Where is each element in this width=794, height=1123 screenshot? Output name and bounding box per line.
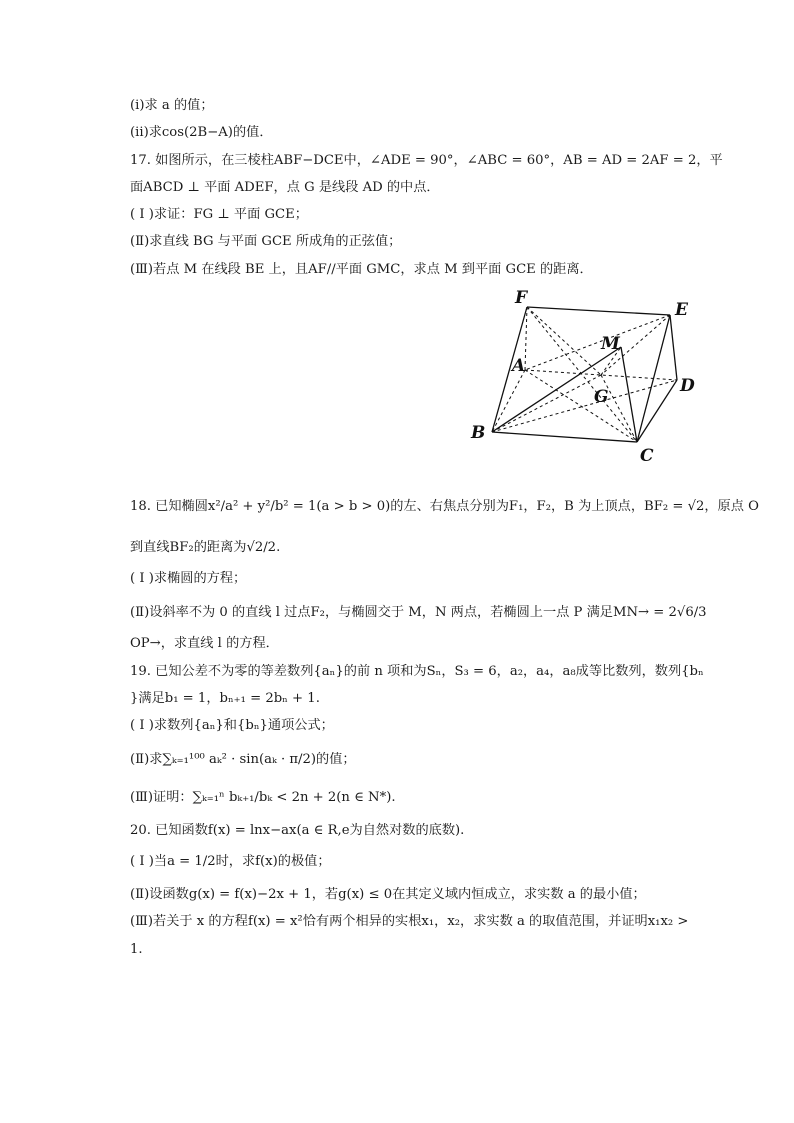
q19-part-2: (Ⅱ)求∑ₖ₌₁¹⁰⁰ aₖ² · sin(aₖ · π/2)的值； <box>130 752 356 767</box>
q18-stem-1: 18. 已知椭圆x²/a² + y²/b² = 1(a > b > 0)的左、右焦点分别为F₁，F₂，B 为上顶点，BF₂ = √2，原点 O <box>130 499 759 514</box>
q18-stem-2: 到直线BF₂的距离为√2/2. <box>130 540 281 555</box>
label-F: F <box>515 288 528 308</box>
q20-part-1: ( Ⅰ )当a = 1/2时，求f(x)的极值； <box>130 854 331 869</box>
line-ii: (ii)求cos(2B−A)的值． <box>130 125 273 140</box>
label-B: B <box>471 423 486 443</box>
q19-part-1: ( Ⅰ )求数列{aₙ}和{bₙ}通项公式； <box>130 718 334 733</box>
prism-figure <box>465 285 705 470</box>
q20-part-3b: 1. <box>130 942 143 957</box>
q17-stem-2: 面ABCD ⊥ 平面 ADEF，点 G 是线段 AD 的中点． <box>130 180 440 195</box>
label-A: A <box>512 356 526 376</box>
q17-stem-1: 17. 如图所示，在三棱柱ABF−DCE中，∠ADE = 90°，∠ABC = 60°，AB = AD = 2AF = 2，平 <box>130 153 723 168</box>
q17-part-1: ( Ⅰ )求证：FG ⊥ 平面 GCE； <box>130 207 308 222</box>
q17-part-3: (Ⅲ)若点 M 在线段 BE 上，且AF//平面 GMC，求点 M 到平面 GCE 的距离． <box>130 262 593 277</box>
q20-stem: 20. 已知函数f(x) = lnx−ax(a ∈ R,e为自然对数的底数). <box>130 823 465 838</box>
q20-part-3a: (Ⅲ)若关于 x 的方程f(x) = x²恰有两个相异的实根x₁，x₂，求实数 a 的取值范围，并证明x₁x₂ > <box>130 914 689 929</box>
q18-part-2b: OP→，求直线 l 的方程． <box>130 636 279 651</box>
label-G: G <box>594 387 609 407</box>
q18-part-1: ( Ⅰ )求椭圆的方程； <box>130 571 247 586</box>
label-E: E <box>675 300 688 320</box>
label-C: C <box>640 446 654 466</box>
q19-part-3: (Ⅲ)证明：∑ₖ₌₁ⁿ bₖ₊₁/bₖ < 2n + 2(n ∈ N*). <box>130 790 396 805</box>
q20-part-2: (Ⅱ)设函数g(x) = f(x)−2x + 1，若g(x) ≤ 0在其定义域内恒成立，求实数 a 的最小值； <box>130 887 646 902</box>
q17-part-2: (Ⅱ)求直线 BG 与平面 GCE 所成角的正弦值； <box>130 234 402 249</box>
label-M: M <box>601 334 620 354</box>
q19-stem-2: }满足b₁ = 1，bₙ₊₁ = 2bₙ + 1. <box>130 691 320 706</box>
q18-part-2a: (Ⅱ)设斜率不为 0 的直线 l 过点F₂，与椭圆交于 M，N 两点，若椭圆上一点 P 满足MN→ = 2√6/3 <box>130 605 707 620</box>
q19-stem-1: 19. 已知公差不为零的等差数列{aₙ}的前 n 项和为Sₙ，S₃ = 6，a₂，a₄，a₈成等比数列，数列{bₙ <box>130 664 704 679</box>
line-i: (i)求 a 的值； <box>130 98 214 113</box>
label-D: D <box>680 376 695 396</box>
